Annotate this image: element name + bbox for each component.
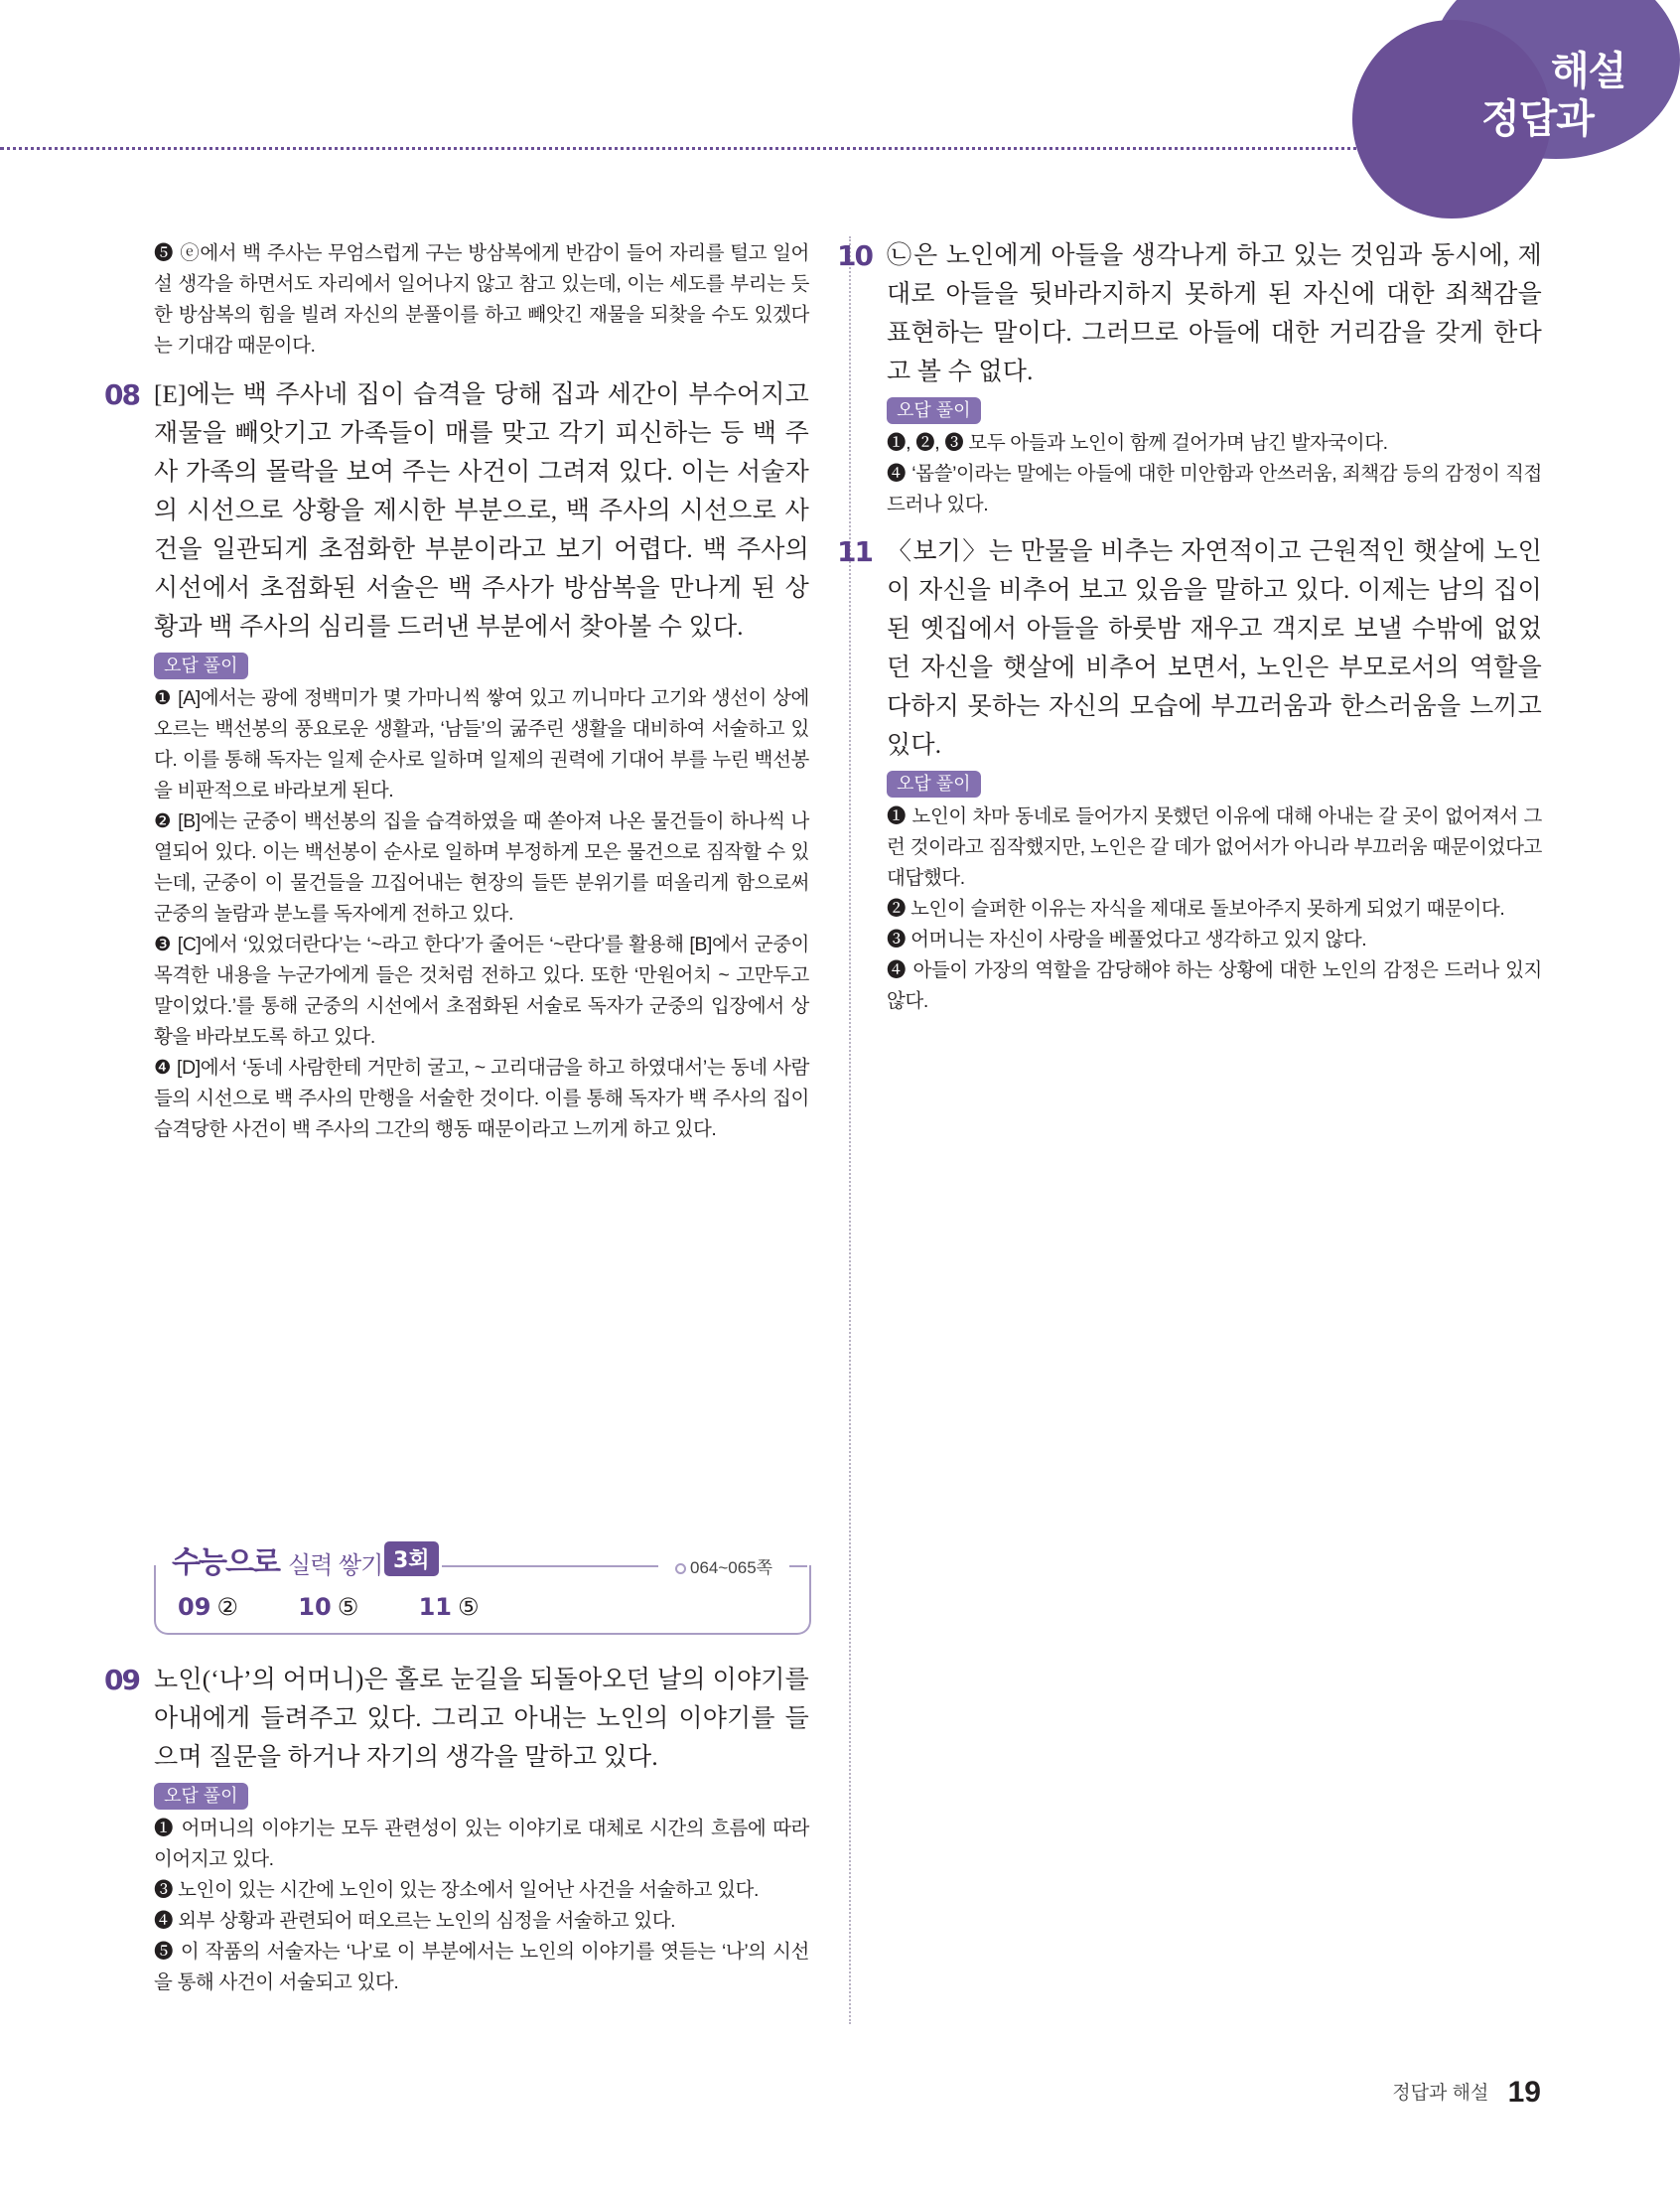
answer-summary-box xyxy=(154,1537,809,1637)
wrong-answer-notes xyxy=(154,683,809,1145)
note-item: ❹ ‘몹쓸’이라는 말에는 아들에 대한 미안함과 안쓰러움, 죄책감 등의 감정이 직접 드러나 있다. xyxy=(887,463,1542,515)
answer-question: 11 xyxy=(418,1593,452,1621)
box-top-line-end xyxy=(789,1565,807,1567)
wrong-answer-notes xyxy=(887,428,1542,520)
note-item: ❹ 외부 상황과 관련되어 떠오르는 노인의 심정을 서술하고 있다. xyxy=(154,1910,676,1932)
section-title: 수능으로 xyxy=(172,1545,279,1580)
note-item: ❺ 이 작품의 서술자는 ‘나’로 이 부분에서는 노인의 이야기를 엿듣는 ‘나’의 시선을 통해 사건이 서술되고 있다. xyxy=(154,1941,809,1993)
answer-question: 09 xyxy=(178,1593,211,1621)
footer-label: 정답과 해설 xyxy=(1392,2083,1489,2104)
box-top-line xyxy=(442,1565,658,1567)
question-explanation: ㉡은 노인에게 아들을 생각나게 하고 있는 것임과 동시에, 제대로 아들을 뒷바라지하지 못하게 된 자신에 대한 죄책감을 표현하는 말이다. 그러므로 아들에 대한 거리감을 갖게 한다고 볼 수 없다. xyxy=(887,242,1542,385)
question-number: 11 xyxy=(837,535,872,568)
section-badge xyxy=(1352,0,1680,189)
answer-value: ⑤ xyxy=(457,1593,480,1621)
answer-item xyxy=(178,1593,238,1621)
question-09 xyxy=(104,1661,809,1998)
note-item: ❶ 노인이 차마 동네로 들어가지 못했던 이유에 대해 아내는 갈 곳이 없어져서 그런 것이라고 짐작했지만, 노인은 갈 데가 없어서가 아니라 부끄러움 때문이었다고 대답했다. xyxy=(887,805,1542,889)
page-range: 064~065쪽 xyxy=(675,1553,772,1578)
page-number: 19 xyxy=(1507,2076,1541,2109)
header-dotted-rule xyxy=(0,147,1430,150)
question-10 xyxy=(837,236,1542,520)
wrong-answer-tag: 오답 풀이 xyxy=(154,653,248,679)
column-divider xyxy=(849,236,851,2024)
question-number: 10 xyxy=(837,239,872,272)
answer-question: 10 xyxy=(298,1593,332,1621)
answer-list xyxy=(178,1593,530,1621)
question-explanation: 노인(‘나’의 어머니)은 홀로 눈길을 되돌아오던 날의 이야기를 아내에게 들려주고 있다. 그리고 아내는 노인의 이야기를 들으며 질문을 하거나 자기의 생각을 말하고 있다. xyxy=(154,1667,809,1771)
wrong-answer-notes xyxy=(154,1814,809,1998)
page-footer xyxy=(1392,2076,1541,2110)
top-note: ❺ ⓔ에서 백 주사는 무엄스럽게 구는 방삼복에게 반감이 들어 자리를 털고 일어설 생각을 하면서도 자리에서 일어나지 않고 참고 있는데, 이는 세도를 부리는 듯한 방삼복의 힘을 빌려 자신의 분풀이를 하고 빼앗긴 재물을 되찾을 수도 있겠다는 기대감 때문이다. xyxy=(154,242,809,357)
question-number: 08 xyxy=(104,378,139,411)
note-item: ❷ 노인이 슬퍼한 이유는 자식을 제대로 돌보아주지 못하게 되었기 때문이다. xyxy=(887,898,1505,920)
badge-title-line2: 해설 xyxy=(1551,49,1626,94)
note-item: ❷ [B]에는 군중이 백선봉의 집을 습격하였을 때 쏟아져 나온 물건들이 하나씩 나열되어 있다. 이는 백선봉이 순사로 일하며 부정하게 모은 물건으로 짐작할 수 있는데, 군중이 이 물건들을 끄집어내는 현장의 들뜬 분위기를 떠올리게 함으로써 군중의 놀람과 분노를 독자에게 전하고 있다. xyxy=(154,810,809,925)
note-item: ❸ 어머니는 자신이 사랑을 베풀었다고 생각하고 있지 않다. xyxy=(887,929,1367,950)
question-08 xyxy=(104,375,809,1145)
note-item: ❶ 어머니의 이야기는 모두 관련성이 있는 이야기로 대체로 시간의 흐름에 따라 이어지고 있다. xyxy=(154,1818,809,1870)
round-badge: 3회 xyxy=(384,1541,439,1576)
question-explanation: 〈보기〉는 만물을 비추는 자연적이고 근원적인 햇살에 노인이 자신을 비추어 보고 있음을 말하고 있다. 이제는 남의 집이 된 옛집에서 아들을 하룻밤 재우고 객지로 보낼 수밖에 없었던 자신을 햇살에 비추어 보면서, 노인은 부모로서의 역할을 다하지 못하는 자신의 모습에 부끄러움과 한스러움을 느끼고 있다. xyxy=(887,538,1542,759)
note-item: ❸ [C]에서 ‘있었더란다’는 ‘~라고 한다’가 줄어든 ‘~란다’를 활용해 [B]에서 군중이 목격한 내용을 누군가에게 들은 것처럼 전하고 있다. 또한 ‘만원어치 ~ 고만두고 말이었다.’를 통해 군중의 시선에서 초점화된 서술로 독자가 군중의 입장에서 상황을 바라보도록 하고 있다. xyxy=(154,934,809,1048)
answer-item xyxy=(298,1593,358,1621)
answer-item xyxy=(419,1593,480,1621)
question-explanation: [E]에는 백 주사네 집이 습격을 당해 집과 세간이 부수어지고 재물을 빼앗기고 가족들이 매를 맞고 각기 피신하는 등 백 주사 가족의 몰락을 보여 주는 사건이 그려져 있다. 이는 서술자의 시선으로 상황을 제시한 부분으로, 백 주사의 시선으로 사건을 일관되게 초점화한 부분이라고 보기 어렵다. 백 주사의 시선에서 초점화된 서술은 백 주사가 방삼복을 만나게 된 상황과 백 주사의 심리를 드러낸 부분에서 찾아볼 수 있다. xyxy=(154,381,809,641)
wrong-answer-notes xyxy=(887,802,1542,1017)
note-item: ❹ 아들이 가장의 역할을 감당해야 하는 상황에 대한 노인의 감정은 드러나 있지 않다. xyxy=(887,959,1542,1012)
badge-title-line1: 정답과 xyxy=(1481,96,1594,142)
note-item: ❸ 노인이 있는 시간에 노인이 있는 장소에서 일어난 사건을 서술하고 있다. xyxy=(154,1879,759,1901)
wrong-answer-tag: 오답 풀이 xyxy=(887,397,981,424)
note-item: ❹ [D]에서 ‘동네 사람한테 거만히 굴고, ~ 고리대금을 하고 하였대서’는 동네 사람들의 시선으로 백 주사의 만행을 서술한 것이다. 이를 통해 독자가 백 주사의 집이 습격당한 사건이 백 주사의 그간의 행동 때문이라고 느끼게 하고 있다. xyxy=(154,1057,809,1140)
answer-value: ⑤ xyxy=(337,1593,359,1621)
question-number: 09 xyxy=(104,1664,139,1696)
note-item: ❶ [A]에서는 광에 정백미가 몇 가마니씩 쌓여 있고 끼니마다 고기와 생선이 상에 오르는 백선봉의 풍요로운 생활과, ‘남들’의 굶주린 생활을 대비하여 서술하고 있다. 이를 통해 독자는 일제 순사로 일하며 일제의 권력에 기대어 부를 누린 백선봉을 비판적으로 바라보게 된다. xyxy=(154,687,809,802)
wrong-answer-tag: 오답 풀이 xyxy=(154,1783,248,1810)
note-item: ❶, ❷, ❸ 모두 아들과 노인이 함께 걸어가며 남긴 발자국이다. xyxy=(887,432,1388,454)
question-11 xyxy=(837,532,1542,1017)
section-subtitle: 실력 쌓기 xyxy=(288,1551,383,1579)
answer-value: ② xyxy=(216,1593,238,1621)
wrong-answer-tag: 오답 풀이 xyxy=(887,771,981,798)
